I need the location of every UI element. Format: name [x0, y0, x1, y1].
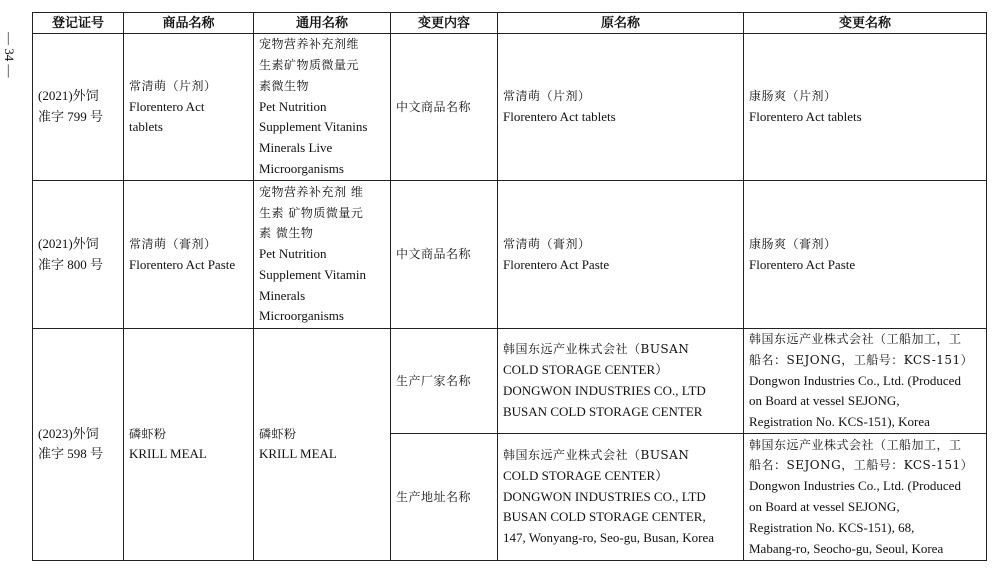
table-row: [33, 329, 987, 434]
new-name-cell: 韩国东远产业株式会社（工船加工，工 船名：SEJONG，工船号：KCS-151） Dongwon Industries Co., Ltd. (Produced on Board at vessel SEJONG, Registration No. KCS-151), Korea: [744, 329, 987, 434]
original-name-cell: 常清萌（片剂） Florentero Act tablets: [498, 34, 744, 181]
generic-name-cell: 磷虾粉 KRILL MEAL: [254, 329, 391, 561]
change-content-cell: 生产地址名称: [391, 433, 498, 560]
change-content-cell: 生产厂家名称: [391, 329, 498, 434]
reg-no-cell: (2023)外饲 准字 598 号: [33, 329, 124, 561]
new-name-cell: 韩国东远产业株式会社（工船加工，工 船名：SEJONG，工船号：KCS-151） Dongwon Industries Co., Ltd. (Produced on Board at vessel SEJONG, Registration No. KCS-151), 68, Mabang-ro, Seocho-gu, Seoul, Korea: [744, 433, 987, 560]
header-generic-name: 通用名称: [254, 13, 391, 34]
generic-name-cell: 宠物营养补充剂 维 生素 矿物质微量元 素 微生物 Pet Nutrition Supplement Vitamin Minerals Microorganisms: [254, 181, 391, 329]
table-row: [33, 181, 987, 329]
new-name-cell: 康肠爽（膏剂） Florentero Act Paste: [744, 181, 987, 329]
header-new-name: 变更名称: [744, 13, 987, 34]
header-product-name: 商品名称: [124, 13, 254, 34]
change-content-cell: 中文商品名称: [391, 181, 498, 329]
reg-no-cell: (2021)外饲 准字 800 号: [33, 181, 124, 329]
change-table: [32, 12, 987, 561]
original-name-cell: 韩国东远产业株式会社（BUSAN COLD STORAGE CENTER） DONGWON INDUSTRIES CO., LTD BUSAN COLD STORAGE CENTER, 147, Wonyang-ro, Seo-gu, Busan, Korea: [498, 433, 744, 560]
page-number: — 34 —: [2, 32, 17, 78]
header-reg-no: 登记证号: [33, 13, 124, 34]
header-original-name: 原名称: [498, 13, 744, 34]
product-name-cell: 常清萌（片剂） Florentero Act tablets: [124, 34, 254, 181]
product-name-cell: 常清萌（膏剂） Florentero Act Paste: [124, 181, 254, 329]
header-row: [33, 13, 987, 34]
change-content-cell: 中文商品名称: [391, 34, 498, 181]
header-change-content: 变更内容: [391, 13, 498, 34]
original-name-cell: 韩国东远产业株式会社（BUSAN COLD STORAGE CENTER） DONGWON INDUSTRIES CO., LTD BUSAN COLD STORAGE CENTER: [498, 329, 744, 434]
generic-name-cell: 宠物营养补充剂维 生素矿物质微量元 素微生物 Pet Nutrition Supplement Vitanins Minerals Live Microorganisms: [254, 34, 391, 181]
reg-no-cell: (2021)外饲 准字 799 号: [33, 34, 124, 181]
table-row: [33, 34, 987, 181]
new-name-cell: 康肠爽（片剂） Florentero Act tablets: [744, 34, 987, 181]
product-name-cell: 磷虾粉 KRILL MEAL: [124, 329, 254, 561]
original-name-cell: 常清萌（膏剂） Florentero Act Paste: [498, 181, 744, 329]
